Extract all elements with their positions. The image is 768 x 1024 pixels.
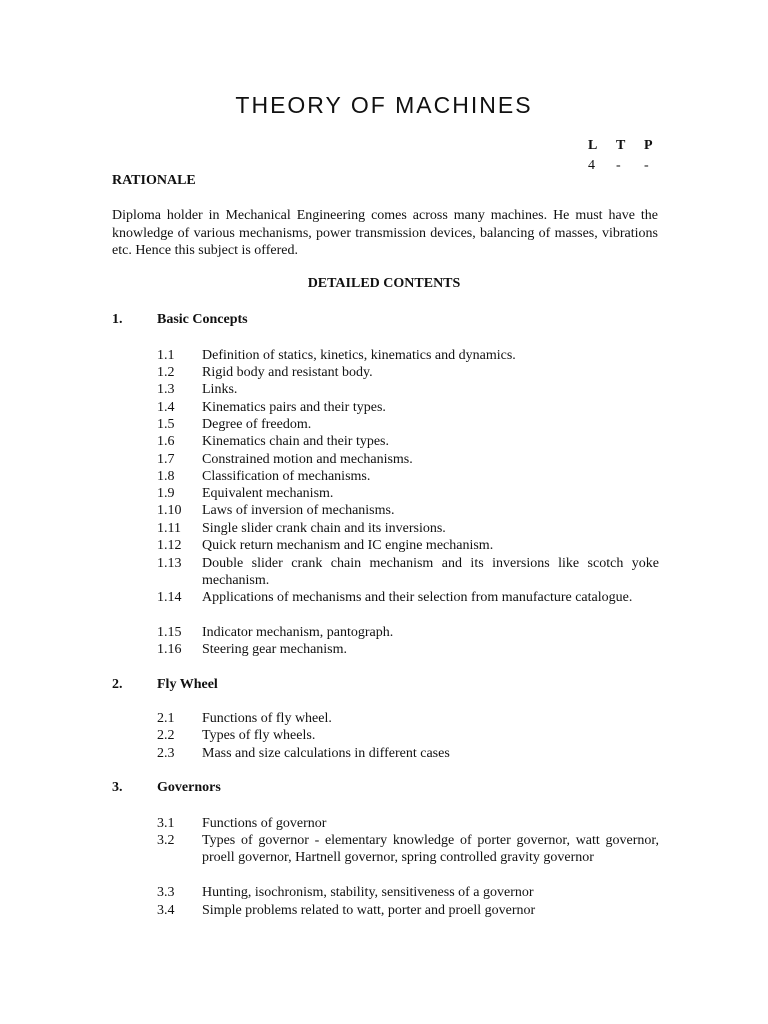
item-text: Constrained motion and mechanisms. xyxy=(202,452,413,467)
item-text: Steering gear mechanism. xyxy=(202,642,348,657)
list-item xyxy=(157,502,659,519)
item-number: 2.3 xyxy=(157,746,175,761)
item-text: Classification of mechanisms. xyxy=(202,469,371,484)
item-number: 1.1 xyxy=(157,348,175,363)
list-item xyxy=(157,710,659,727)
list-item xyxy=(157,347,659,364)
section-number: 3. xyxy=(112,780,123,795)
list-item xyxy=(157,555,659,590)
ltp-header-t: T xyxy=(616,138,626,153)
item-number: 3.1 xyxy=(157,816,175,831)
list-item xyxy=(157,520,659,537)
item-number: 1.2 xyxy=(157,365,175,380)
item-text: Applications of mechanisms and their selection from manufacture catalogue. xyxy=(202,590,633,605)
ltp-value-p: - xyxy=(644,158,649,173)
item-number: 1.10 xyxy=(157,503,182,518)
section-title: Governors xyxy=(157,780,221,795)
item-text: Rigid body and resistant body. xyxy=(202,365,373,380)
item-text: Definition of statics, kinetics, kinematics and dynamics. xyxy=(202,348,516,363)
item-text: Single slider crank chain and its inversions. xyxy=(202,521,446,536)
item-number: 3.3 xyxy=(157,885,175,900)
item-number: 1.11 xyxy=(157,521,181,536)
item-number: 1.5 xyxy=(157,417,175,432)
item-number: 1.9 xyxy=(157,486,175,501)
ltp-value-t: - xyxy=(616,158,621,173)
item-number: 2.1 xyxy=(157,711,175,726)
ltp-value-l: 4 xyxy=(588,158,595,173)
list-item xyxy=(157,364,659,381)
item-number: 1.7 xyxy=(157,452,175,467)
section-title: Basic Concepts xyxy=(157,312,248,327)
item-text: Simple problems related to watt, porter and proell governor xyxy=(202,903,536,918)
item-text: Kinematics chain and their types. xyxy=(202,434,389,449)
page-title: THEORY OF MACHINES xyxy=(235,92,533,118)
ltp-value-row xyxy=(588,158,672,178)
list-item xyxy=(157,745,659,762)
item-text: Double slider crank chain mechanism and its inversions like scotch yoke mechanism. xyxy=(202,556,659,589)
list-item xyxy=(157,902,659,919)
list-item xyxy=(157,468,659,485)
list-item xyxy=(157,815,659,832)
item-number: 1.14 xyxy=(157,590,182,605)
list-item xyxy=(157,381,659,398)
list-item xyxy=(157,399,659,416)
list-item xyxy=(157,624,659,641)
list-item xyxy=(157,589,659,606)
item-text: Types of governor - elementary knowledge of porter governor, watt governor, proell governor, Hartnell governor, spring controlled gravity governor xyxy=(202,833,659,866)
item-number: 1.15 xyxy=(157,625,182,640)
item-number: 1.12 xyxy=(157,538,182,553)
item-number: 1.8 xyxy=(157,469,175,484)
item-number: 1.4 xyxy=(157,400,175,415)
item-text: Mass and size calculations in different cases xyxy=(202,746,450,761)
item-text: Degree of freedom. xyxy=(202,417,312,432)
list-item xyxy=(157,451,659,468)
list-item xyxy=(157,884,659,901)
item-text: Links. xyxy=(202,382,238,397)
item-text: Equivalent mechanism. xyxy=(202,486,334,501)
list-item xyxy=(157,416,659,433)
item-number: 1.3 xyxy=(157,382,175,397)
rationale-heading: RATIONALE xyxy=(112,173,196,188)
list-item xyxy=(157,433,659,450)
list-item xyxy=(157,727,659,744)
list-item xyxy=(157,641,659,658)
rationale-text: Diploma holder in Mechanical Engineering comes across many machines. He must have the knowledge of various mechanisms, power transmission devices, balancing of masses, vibrations etc. Hence this subject is offered. xyxy=(112,208,658,258)
section-number: 1. xyxy=(112,312,123,327)
ltp-header-row xyxy=(588,138,672,158)
ltp-table xyxy=(588,138,672,178)
item-text: Kinematics pairs and their types. xyxy=(202,400,386,415)
item-text: Types of fly wheels. xyxy=(202,728,316,743)
item-number: 3.2 xyxy=(157,833,175,848)
item-text: Indicator mechanism, pantograph. xyxy=(202,625,394,640)
item-number: 1.13 xyxy=(157,556,182,571)
list-item xyxy=(157,485,659,502)
item-text: Functions of governor xyxy=(202,816,327,831)
item-text: Hunting, isochronism, stability, sensitiveness of a governor xyxy=(202,885,534,900)
item-number: 3.4 xyxy=(157,903,175,918)
item-number: 1.16 xyxy=(157,642,182,657)
item-text: Laws of inversion of mechanisms. xyxy=(202,503,395,518)
ltp-header-l: L xyxy=(588,138,598,153)
list-item xyxy=(157,537,659,554)
section-title: Fly Wheel xyxy=(157,677,218,692)
section-number: 2. xyxy=(112,677,123,692)
item-number: 2.2 xyxy=(157,728,175,743)
item-text: Quick return mechanism and IC engine mechanism. xyxy=(202,538,494,553)
list-item xyxy=(157,832,659,867)
item-text: Functions of fly wheel. xyxy=(202,711,332,726)
detailed-contents-heading: DETAILED CONTENTS xyxy=(307,276,461,291)
ltp-header-p: P xyxy=(644,138,653,153)
item-number: 1.6 xyxy=(157,434,175,449)
